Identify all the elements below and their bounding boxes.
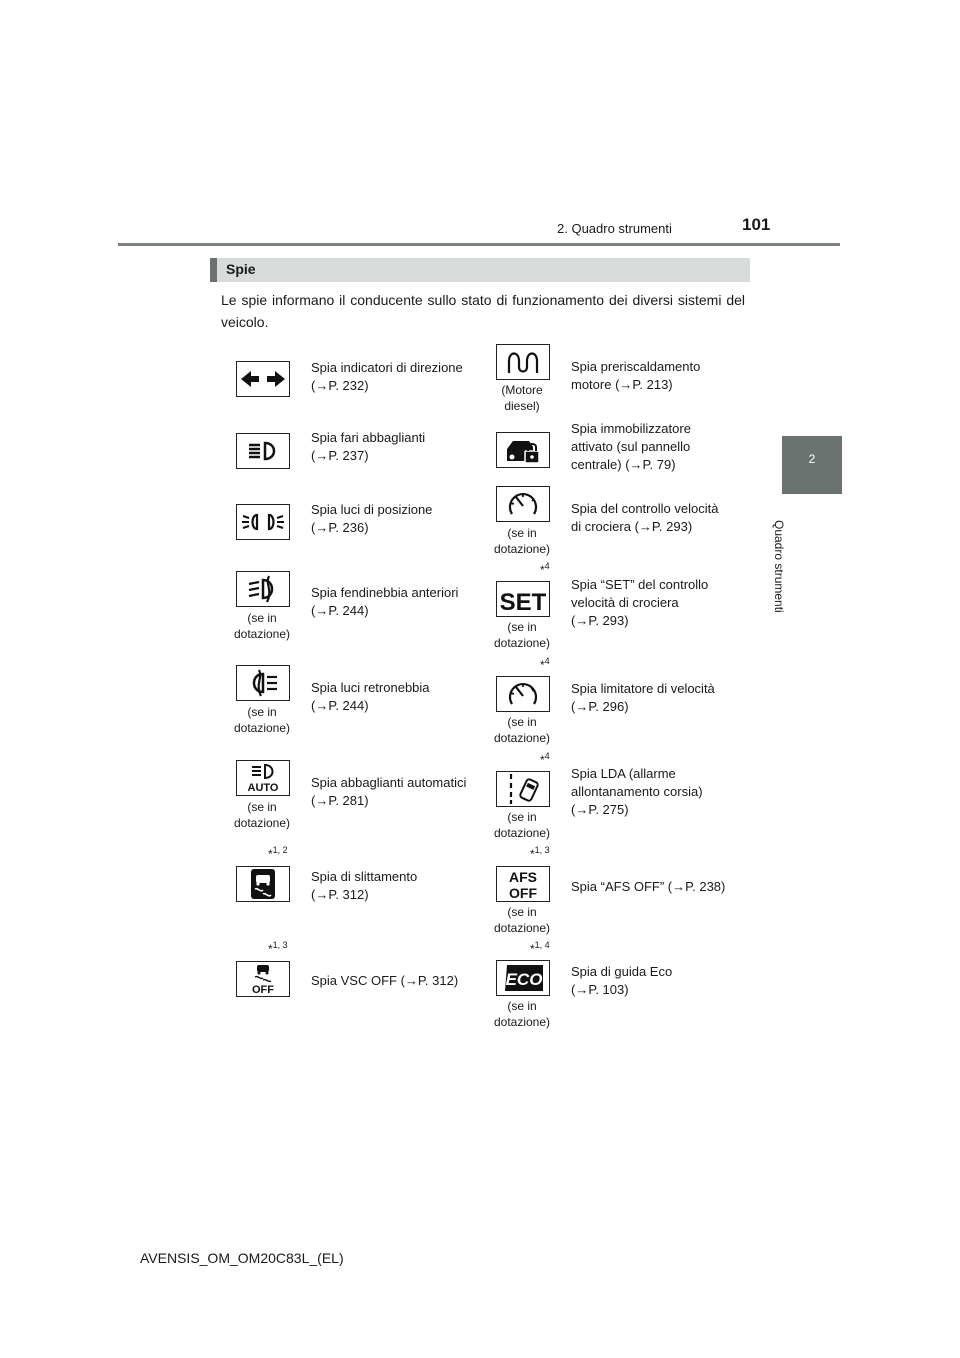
section-intro: Le spie informano il conducente sullo stato di funzionamento dei diversi sistemi del veicolo.: [221, 292, 745, 330]
turn-signal-icon: [236, 361, 290, 397]
desc-line: Spia LDA (allarme: [571, 766, 676, 781]
section-title: Spie: [226, 261, 256, 277]
footnote-ref: 1, 2: [272, 845, 288, 855]
desc-line: Spia preriscaldamento: [571, 359, 701, 374]
desc-page-ref: (→P. 244): [311, 698, 369, 713]
right-note-8: (se in dotazione): [493, 999, 551, 1029]
footer-doc-code: AVENSIS_OM_OM20C83L_(EL): [140, 1250, 344, 1266]
desc-line: Spia luci retronebbia: [311, 680, 430, 695]
glow-plug-icon: [496, 344, 550, 380]
side-tab-number: 2: [808, 452, 816, 466]
desc-line: Spia di guida Eco: [571, 964, 673, 979]
left-desc-6: [311, 774, 481, 810]
side-tab-label-wrap: [772, 520, 810, 630]
left-mark-7: [268, 845, 288, 861]
vsc-off-icon: [236, 961, 290, 997]
left-desc-3: [311, 501, 481, 537]
footnote-ref: 4: [544, 561, 550, 571]
off-label: OFF: [252, 984, 274, 996]
desc-line: Spia fendinebbia anteriori: [311, 585, 459, 600]
desc-page-ref: (→P. 312): [311, 887, 369, 902]
desc-line: Spia luci di posizione: [311, 502, 433, 517]
right-desc-5: [571, 680, 741, 716]
desc-line: Spia “SET” del controllo: [571, 577, 709, 592]
desc-line: Spia indicatori di direzione: [311, 360, 463, 375]
desc-line: Spia fari abbaglianti: [311, 430, 426, 445]
desc-page-ref: (→P. 237): [311, 448, 369, 463]
left-desc-7: [311, 868, 481, 904]
desc-line: motore (→P. 213): [571, 377, 673, 392]
slip-indicator-icon: [236, 866, 290, 902]
left-desc-2: [311, 429, 481, 465]
auto-label: AUTO: [247, 782, 279, 794]
footnote-ref: 4: [544, 656, 550, 666]
cruise-control-icon: [496, 486, 550, 522]
section-accent: [210, 258, 217, 282]
right-mark-6: [540, 751, 550, 767]
desc-page-ref: (→P. 236): [311, 520, 369, 535]
afs-label: AFS: [509, 869, 537, 885]
desc-page-ref: (→P. 281): [311, 793, 369, 808]
eco-icon: [496, 960, 550, 996]
asterisk: *: [268, 847, 273, 861]
right-mark-7: [530, 845, 550, 861]
desc-line: allontanamento corsia): [571, 784, 703, 799]
footnote-ref: 1, 3: [272, 940, 288, 950]
right-mark-4: [540, 561, 550, 577]
desc-line: Spia del controllo velocità: [571, 501, 719, 516]
right-desc-4: [571, 576, 741, 630]
right-note-3: (se in dotazione): [493, 526, 551, 556]
left-desc-5: [311, 679, 481, 715]
right-desc-7: [571, 878, 751, 896]
high-beam-icon: [236, 433, 290, 469]
desc-line: Spia limitatore di velocità: [571, 681, 715, 696]
asterisk: *: [530, 942, 535, 956]
section-bar: [210, 258, 750, 282]
immobilizer-icon: [496, 432, 550, 468]
desc-line: (→P. 293): [571, 613, 629, 628]
desc-line: velocità di crociera: [571, 595, 679, 610]
auto-high-beam-icon: [236, 760, 290, 796]
right-note-6: (se in dotazione): [493, 810, 551, 840]
footnote-ref: 4: [544, 751, 550, 761]
right-mark-8: [530, 940, 550, 956]
asterisk: *: [540, 753, 545, 767]
asterisk: *: [268, 942, 273, 956]
desc-line: attivato (sul pannello: [571, 439, 691, 454]
eco-label: ECO: [505, 970, 543, 989]
desc-line: Spia VSC OFF (→P. 312): [311, 973, 459, 988]
right-mark-5: [540, 656, 550, 672]
page-number: 101: [742, 215, 771, 234]
speed-limiter-icon: [496, 676, 550, 712]
rear-fog-icon: [236, 665, 290, 701]
right-note-5: (se in dotazione): [493, 715, 551, 745]
right-desc-1: [571, 358, 741, 394]
asterisk: *: [540, 563, 545, 577]
chapter-title: 2. Quadro strumenti: [557, 221, 672, 236]
footnote-ref: 1, 4: [534, 940, 550, 950]
left-note-5: (se in dotazione): [233, 705, 291, 735]
footnote-ref: 1, 3: [534, 845, 550, 855]
desc-line: (→P. 275): [571, 802, 629, 817]
desc-line: Spia abbaglianti automatici: [311, 775, 467, 790]
lda-icon: [496, 771, 550, 807]
desc-page-ref: (→P. 232): [311, 378, 369, 393]
desc-line: di crociera (→P. 293): [571, 519, 693, 534]
header-rule: [118, 243, 840, 246]
left-desc-4: [311, 584, 481, 620]
right-desc-8: [571, 963, 741, 999]
right-desc-2: [571, 420, 741, 474]
right-desc-3: [571, 500, 741, 536]
asterisk: *: [530, 847, 535, 861]
left-note-4: (se in dotazione): [233, 611, 291, 641]
left-mark-8: [268, 940, 288, 956]
cruise-set-icon: [496, 581, 550, 617]
desc-line: Spia immobilizzatore: [571, 421, 691, 436]
desc-line: (→P. 296): [571, 699, 629, 714]
afs-off-icon: [496, 866, 550, 902]
side-tab-label: Quadro strumenti: [772, 520, 786, 613]
desc-line: Spia “AFS OFF” (→P. 238): [571, 879, 726, 894]
right-desc-6: [571, 765, 741, 819]
desc-page-ref: (→P. 244): [311, 603, 369, 618]
desc-line: centrale) (→P. 79): [571, 457, 676, 472]
front-fog-icon: [236, 571, 290, 607]
right-note-7: (se in dotazione): [493, 905, 551, 935]
tail-light-icon: [236, 504, 290, 540]
left-desc-1: [311, 359, 481, 395]
left-desc-8: [311, 972, 486, 990]
desc-line: Spia di slittamento: [311, 869, 418, 884]
afs-off-label: OFF: [509, 885, 537, 901]
set-label: SET: [499, 589, 547, 616]
left-note-6: (se in dotazione): [233, 800, 291, 830]
desc-line: (→P. 103): [571, 982, 629, 997]
asterisk: *: [540, 658, 545, 672]
right-note-1: (Motore diesel): [501, 383, 543, 413]
right-note-4: (se in dotazione): [493, 620, 551, 650]
